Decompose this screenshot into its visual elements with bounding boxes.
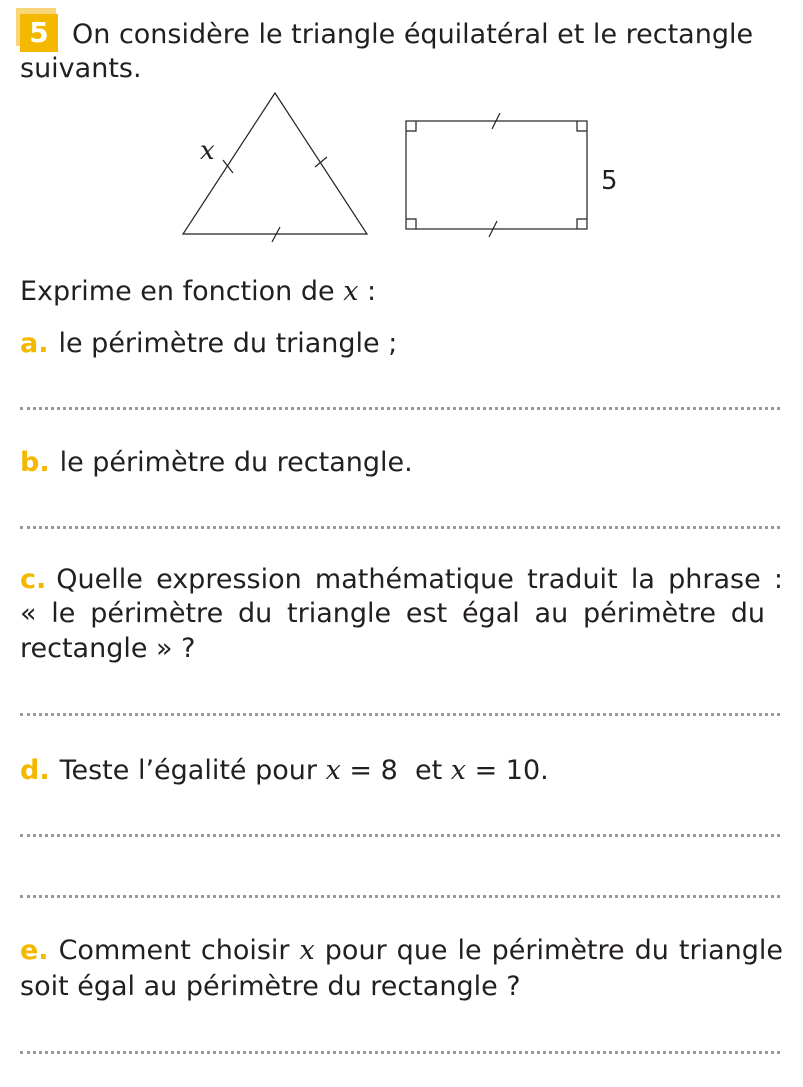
question-b-label: b. — [20, 447, 50, 478]
instruction-text: Exprime en fonction de — [20, 276, 335, 307]
rectangle — [406, 121, 587, 229]
question-d-eq1: = 8 — [340, 755, 398, 786]
question-d-text: Teste l’égalité pour — [59, 755, 317, 786]
answer-line-a[interactable] — [20, 407, 780, 410]
right-angle-top-left — [406, 121, 416, 131]
answer-line-c[interactable] — [20, 713, 780, 716]
triangle-side-label: x — [200, 136, 215, 166]
question-d-eq2: = 10. — [466, 755, 549, 786]
exercise-intro-line2: suivants. — [20, 53, 142, 84]
exercise-intro-line1: On considère le triangle équilatéral et le rectangle — [72, 19, 754, 50]
question-a-text: le périmètre du triangle ; — [58, 328, 398, 359]
question-b — [20, 446, 413, 480]
question-c-line3: rectangle » ? — [20, 633, 196, 664]
question-e-line2: soit égal au périmètre du rectangle ? — [20, 971, 521, 1002]
question-d-and: et — [414, 755, 443, 786]
question-e-var: x — [299, 935, 315, 966]
geometry-figure — [0, 0, 803, 260]
question-c-line1 — [20, 563, 783, 597]
instruction-variable: x — [343, 276, 359, 307]
question-d — [20, 754, 549, 788]
rectangle-side-label: 5 — [601, 166, 618, 196]
answer-line-d1[interactable] — [20, 834, 780, 837]
right-angle-top-right — [577, 121, 587, 131]
question-a — [20, 327, 397, 361]
triangle-tick-right — [315, 157, 327, 167]
question-b-text: le périmètre du rectangle. — [59, 447, 413, 478]
question-e-text-after: pour que le périmètre du triangle — [324, 935, 784, 966]
question-e-label: e. — [20, 935, 49, 966]
question-d-label: d. — [20, 755, 50, 786]
answer-line-b[interactable] — [20, 526, 780, 529]
question-c-text1: Quelle expression mathématique traduit la phrase : — [56, 564, 783, 595]
question-c-line2: « le périmètre du triangle est égal au périmètre du — [20, 598, 765, 629]
exercise-number-badge: 5 — [20, 14, 58, 52]
question-a-label: a. — [20, 328, 49, 359]
question-d-var1: x — [325, 755, 341, 786]
question-e-text-before: Comment choisir — [58, 935, 290, 966]
right-angle-bottom-right — [577, 219, 587, 229]
question-e-line1 — [20, 934, 783, 968]
instruction-tail: : — [358, 276, 377, 307]
instruction — [20, 275, 376, 309]
answer-line-e[interactable] — [20, 1051, 780, 1054]
answer-line-d2[interactable] — [20, 895, 780, 898]
right-angle-bottom-left — [406, 219, 416, 229]
question-c-label: c. — [20, 564, 47, 595]
question-d-var2: x — [450, 755, 466, 786]
